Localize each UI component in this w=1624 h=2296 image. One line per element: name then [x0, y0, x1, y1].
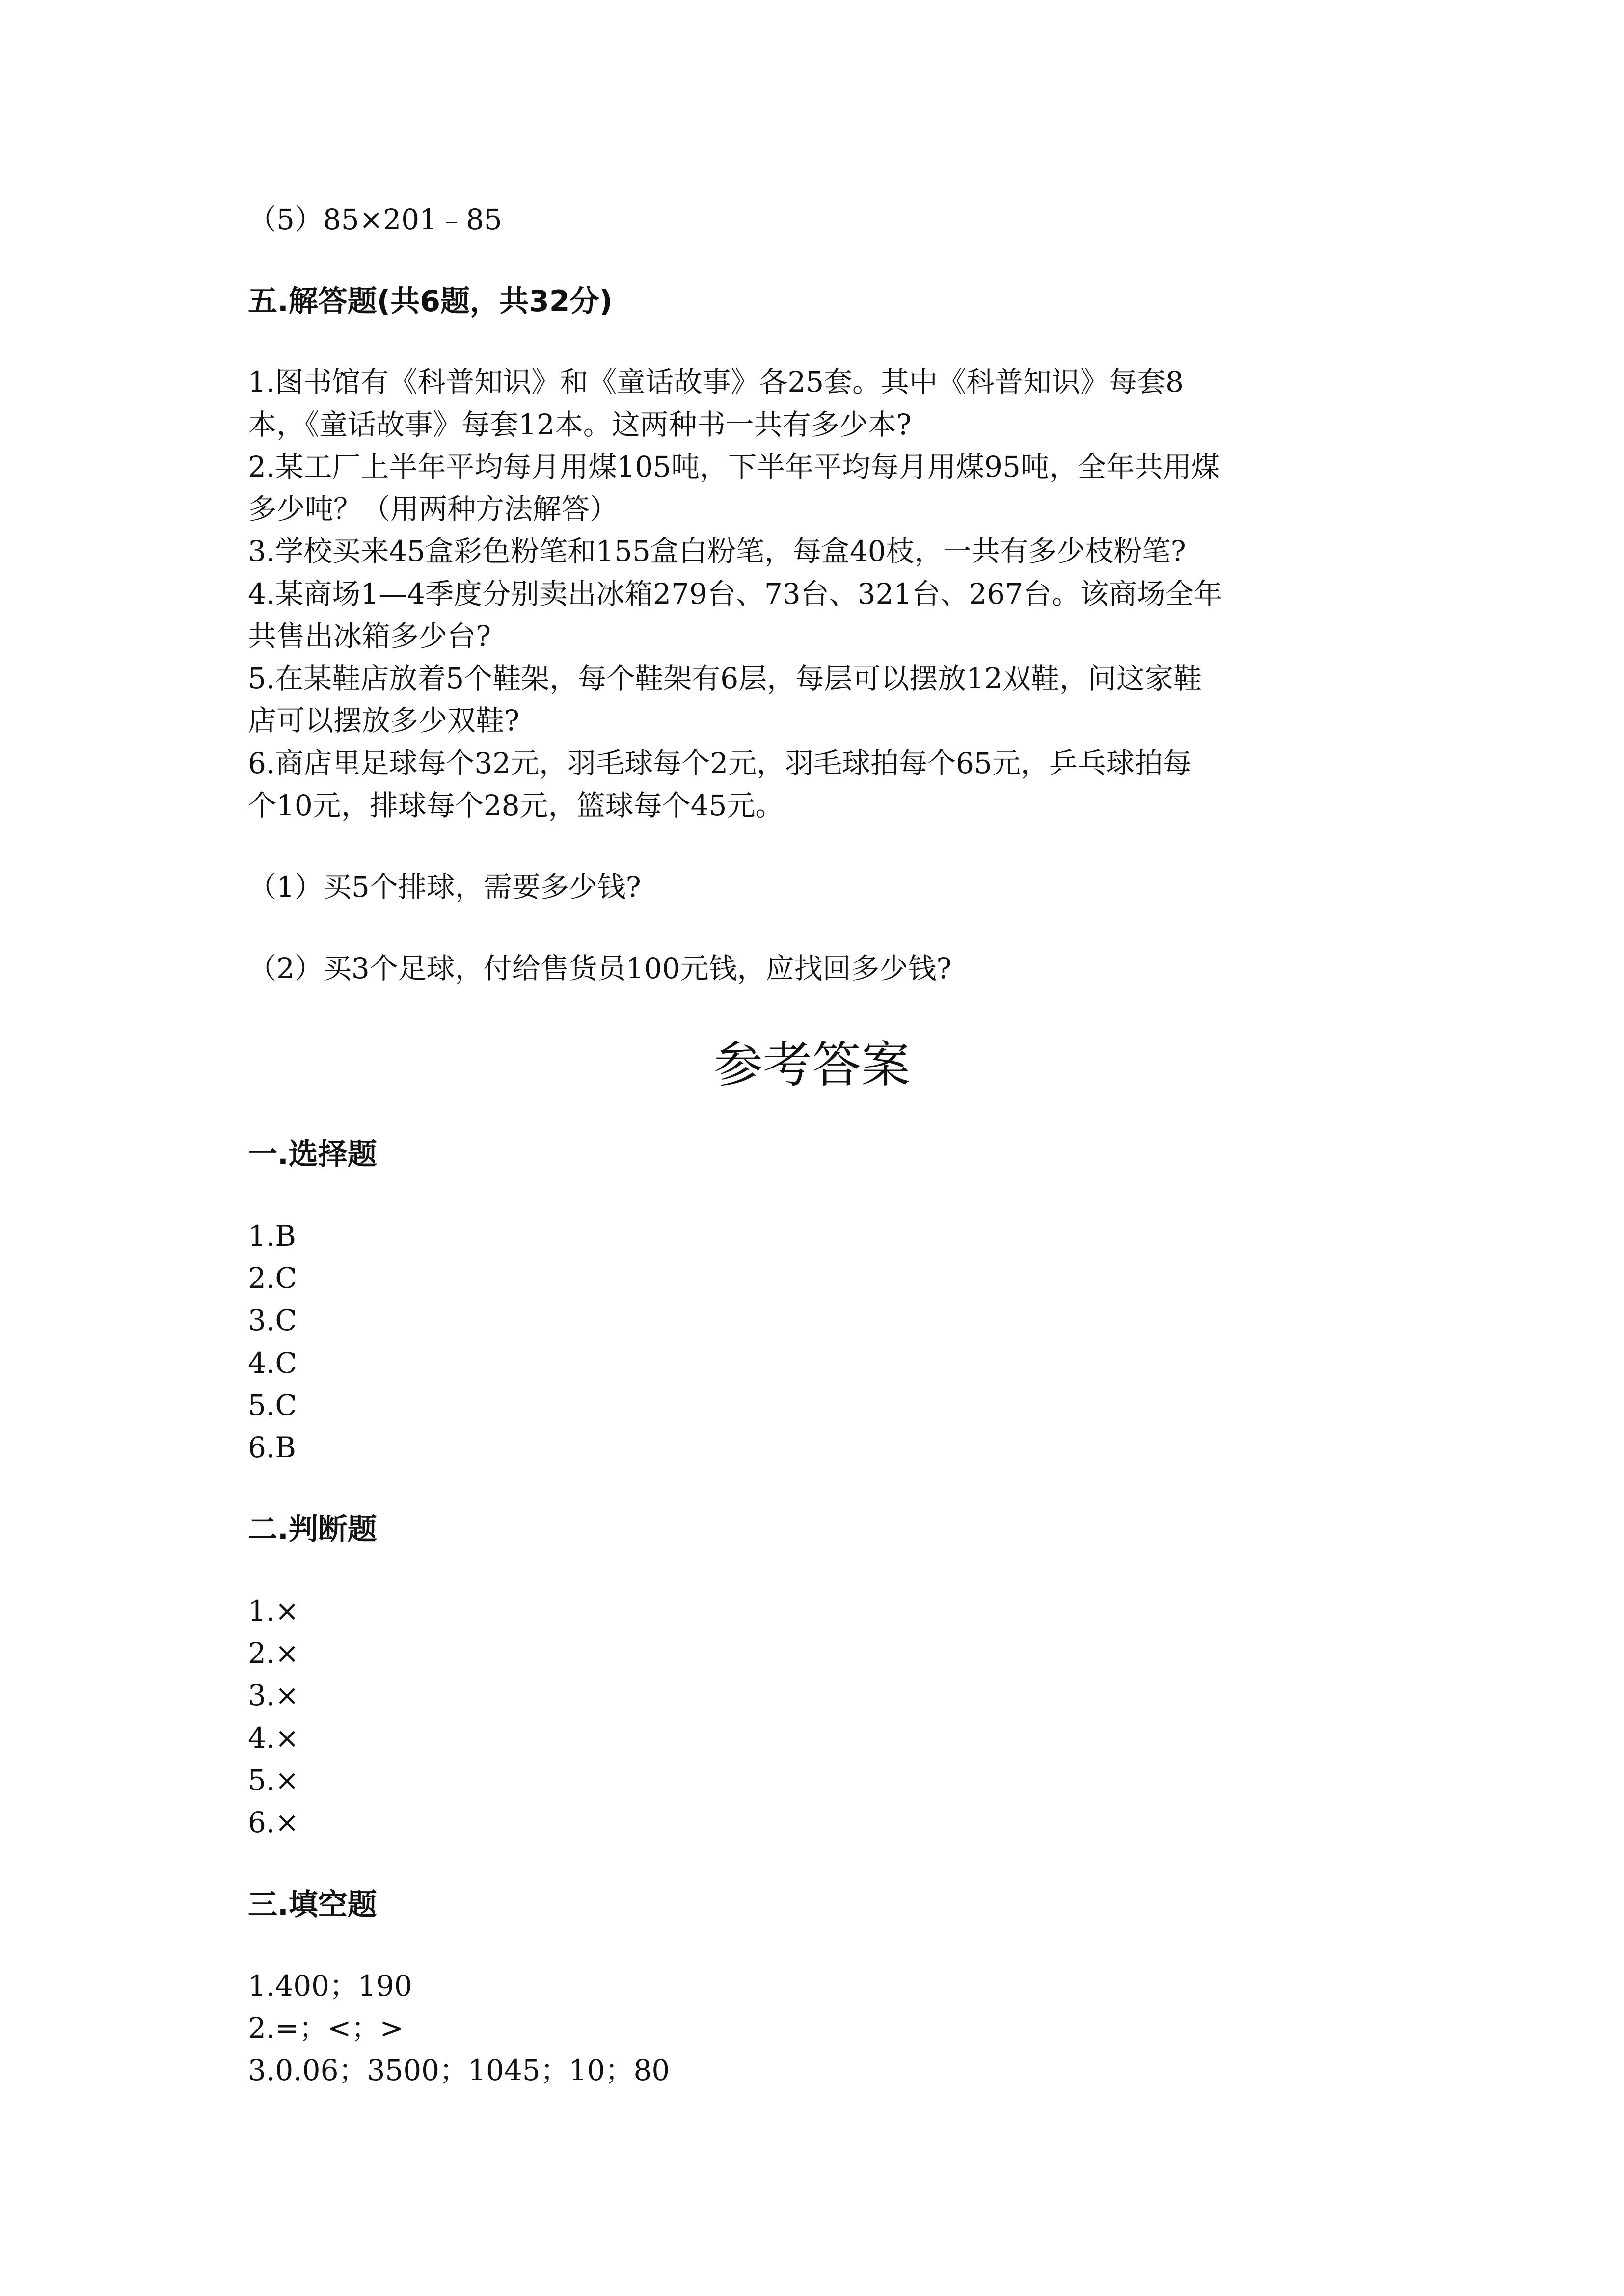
answers-fill-heading: 三.填空题 [248, 1888, 377, 1922]
answer-judge-1: 1.× [248, 1594, 299, 1628]
answer-choice-5: 5.C [248, 1388, 297, 1422]
question-4-line-1: 4.某商场1—4季度分别卖出冰箱279台、73台、321台、267台。该商场全年 [248, 577, 1223, 611]
answer-judge-6: 6.× [248, 1806, 299, 1839]
answer-judge-5: 5.× [248, 1763, 299, 1797]
question-3-line-1: 3.学校买来45盒彩色粉笔和155盒白粉笔，每盒40枝，一共有多少枝粉笔? [248, 534, 1186, 568]
calc-item-5: （5）85×201﹣85 [248, 203, 502, 236]
question-4-line-2: 共售出冰箱多少台? [248, 619, 491, 653]
question-1-line-1: 1.图书馆有《科普知识》和《童话故事》各25套。其中《科普知识》每套8 [248, 365, 1184, 399]
answer-fill-1: 1.400；190 [248, 1969, 412, 2002]
answer-judge-2: 2.× [248, 1636, 299, 1670]
section-heading-answer-problems: 五.解答题(共6题，共32分) [248, 284, 613, 319]
question-2-line-1: 2.某工厂上半年平均每月用煤105吨，下半年平均每月用煤95吨，全年共用煤 [248, 450, 1220, 483]
answer-judge-3: 3.× [248, 1679, 299, 1712]
question-6-sub-2: （2）买3个足球，付给售货员100元钱，应找回多少钱? [248, 952, 952, 985]
question-6-line-1: 6.商店里足球每个32元，羽毛球每个2元，羽毛球拍每个65元，乒乓球拍每 [248, 747, 1191, 780]
answer-judge-4: 4.× [248, 1721, 299, 1755]
answer-choice-4: 4.C [248, 1346, 297, 1380]
answer-fill-2: 2.=；<；> [248, 2011, 404, 2045]
question-6-sub-1: （1）买5个排球，需要多少钱? [248, 870, 641, 904]
answer-key-title: 参考答案 [714, 1036, 910, 1094]
question-5-line-2: 店可以摆放多少双鞋? [248, 704, 520, 737]
question-5-line-1: 5.在某鞋店放着5个鞋架，每个鞋架有6层，每层可以摆放12双鞋，问这家鞋 [248, 662, 1202, 695]
answer-choice-3: 3.C [248, 1304, 297, 1337]
answer-choice-6: 6.B [248, 1431, 296, 1464]
answer-fill-3: 3.0.06；3500；1045；10；80 [248, 2054, 670, 2087]
question-6-line-2: 个10元，排球每个28元，篮球每个45元。 [248, 789, 784, 822]
answer-choice-1: 1.B [248, 1219, 296, 1253]
question-2-line-2: 多少吨？（用两种方法解答） [248, 492, 619, 526]
answers-choice-heading: 一.选择题 [248, 1137, 377, 1172]
answers-judge-heading: 二.判断题 [248, 1512, 377, 1547]
question-1-line-2: 本，《童话故事》每套12本。这两种书一共有多少本? [248, 408, 912, 441]
answer-choice-2: 2.C [248, 1261, 297, 1295]
